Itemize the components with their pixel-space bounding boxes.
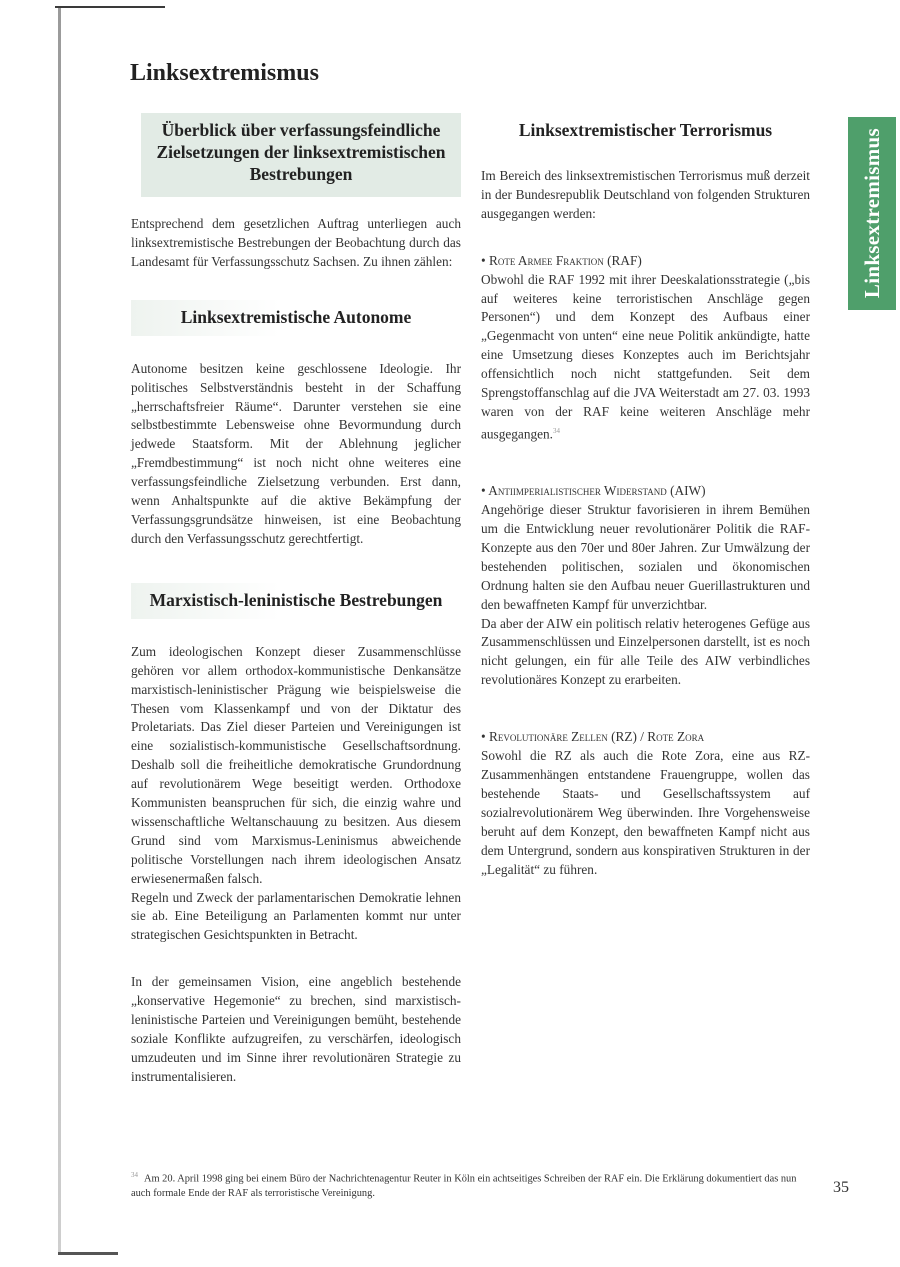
footnote	[131, 1168, 816, 1201]
ml-paragraph-2: Regeln und Zweck der parlamentarischen Demokratie lehnen sie ab. Eine Beteiligung an Parlamenten kommt nur unter strategischen Gesichtspunkten in Betracht.	[131, 889, 461, 943]
page-title: Linksextremismus	[130, 60, 319, 86]
overview-heading: Überblick über verfassungsfeindliche Zielsetzungen der linksextremistischen Bestrebungen	[141, 113, 461, 197]
section-tab	[848, 117, 896, 310]
autonome-paragraph: Autonome besitzen keine geschlossene Ideologie. Ihr politisches Selbstverständnis besteht in der Schaffung „herrschaftsfreier Räume“. Darunter verstehen sie eine selbstbestimmte Lebensweise ohne Bevormundung durch jedwede Staatsform. Mit der Ablehnung jeglicher „Fremdbestimmung“ ist noch nicht ohne weiteres eine verfassungsfeindliche Zielsetzung verbunden. Erst dann, wenn Anhaltspunkte auf die aktive Bekämpfung der Verfassungsgrundsätze hinweisen, ist eine Beobachtung durch den Verfassungsschutz gerechtfertigt.	[131, 360, 461, 546]
left-column	[131, 113, 461, 1087]
scan-edge-left	[58, 8, 61, 1253]
scan-edge-bottom	[58, 1252, 118, 1255]
rz-title: • Revolutionäre Zellen (RZ) / Rote Zora	[481, 729, 705, 745]
autonome-heading: Linksextremistische Autonome	[131, 300, 461, 336]
rz-paragraph: Sowohl die RZ als auch die Rote Zora, eine aus RZ-Zusammenhängen entstandene Frauengruppe, wollen das bestehende Staats- und Gesellschaftssystem auf sozialrevolutionärem Weg überwinden. Ihre Vorgehensweise beruht auf dem Konzept, den bewaffneten Kampf nicht aus dem Untergrund, sondern aus konspirativen Strukturen in der „Legalität“ zu führen.	[481, 748, 810, 877]
page-number: 35	[833, 1179, 849, 1196]
terrorism-intro: Im Bereich des linksextremistischen Terrorismus muß derzeit in der Bundesrepublik Deutschland von folgenden Strukturen ausgegangen werden:	[481, 168, 810, 221]
aiw-paragraph-1: Angehörige dieser Struktur favorisieren in ihrem Bemühen um die Entwicklung neuer revolutionärer Politik die RAF-Konzepte aus den 70er und 80er Jahren. Zur Umwälzung der bestehenden politischen, sozialen und ökonomischen Ordnung halten sie den Aufbau neuer Guerillastrukturen und den bewaffneten Kampf für unverzichtbar.	[481, 502, 810, 612]
aiw-paragraph-2: Da aber der AIW ein politisch relativ heterogenes Gefüge aus Zusammenschlüssen und Einzelpersonen darstellt, ist es noch nicht gelungen, ein für alle Teile des AIW verbindliches revolutionäres Konzept zu erarbeiten.	[481, 615, 810, 688]
ml-paragraph-1: Zum ideologischen Konzept dieser Zusammenschlüsse gehören vor allem orthodox-kommunistische Denkansätze marxistisch-leninistischer Prägung wie beispielsweise die Thesen vom Klassenkampf und von der Diktatur des Proletariats. Das Ziel dieser Parteien und Vereinigungen ist eine sozialistisch-kommunistische Gesellschaftsordnung. Deshalb soll die freiheitliche demokratische Grundordnung auf revolutionärem Wege beseitigt werden. Orthodoxe Kommunisten beanspruchen für sich, die einzig wahre und wissenschaftliche Weltanschauung zu besitzen. Aus diesem Grund sind vom Marxismus-Leninismus abweichende politische Vorstellungen nach ihrem ideologischen Ansatz erwiesenermaßen falsch.	[131, 643, 461, 886]
ml-paragraph-3: In der gemeinsamen Vision, eine angeblich bestehende „konservative Hegemonie“ zu brechen, sind marxistisch-leninistische Parteien und Vereinigungen bemüht, bestehende soziale Konflikte aufzugreifen, zu verschärfen, ideologisch umzudeuten und im Sinne ihrer revolutionären Strategie zu instrumentalisieren.	[131, 974, 461, 1084]
ml-heading: Marxistisch-leninistische Bestrebungen	[131, 583, 461, 619]
intro-paragraph: Entsprechend dem gesetzlichen Auftrag unterliegen auch linksextremistische Bestrebungen der Beobachtung durch das Landesamt für Verfassungsschutz Sachsen. Zu ihnen zählen:	[131, 216, 461, 269]
scan-edge-top	[55, 6, 165, 8]
footnote-marker: 34	[131, 1171, 138, 1179]
footnote-reference: 34	[553, 426, 560, 435]
footnote-text: Am 20. April 1998 ging bei einem Büro der Nachrichtenagentur Reuter in Köln ein achtseitiges Schreiben der RAF ein. Die Erklärung dokumentiert das nun auch formale Ende der RAF als terroristische Vereinigung.	[131, 1173, 797, 1200]
aiw-title: • Antiimperialistischer Widerstand (AIW)	[481, 483, 706, 499]
terrorism-heading: Linksextremistischer Terrorismus	[518, 120, 773, 140]
right-column	[481, 113, 810, 879]
raf-paragraph: Obwohl die RAF 1992 mit ihrer Deeskalationsstrategie („bis auf weiteres keine terroristischen Anschläge gegen Personen“) und dem Konzept des Aufbaus einer „Gegenmacht von unten“ eine neue Politik ankündigte, hatte eine Umsetzung dieses Konzeptes auch im Berichtsjahr offensichtlich noch nicht stattgefunden. Seit dem Sprengstoffanschlag auf die JVA Weiterstadt am 27. 03. 1993 waren von der RAF keine weiteren Anschläge mehr ausgegangen.$^{34}$	[481, 271, 810, 442]
raf-title: • Rote Armee Fraktion (RAF)	[481, 252, 642, 268]
section-tab-label: Linksextremismus	[859, 128, 884, 299]
